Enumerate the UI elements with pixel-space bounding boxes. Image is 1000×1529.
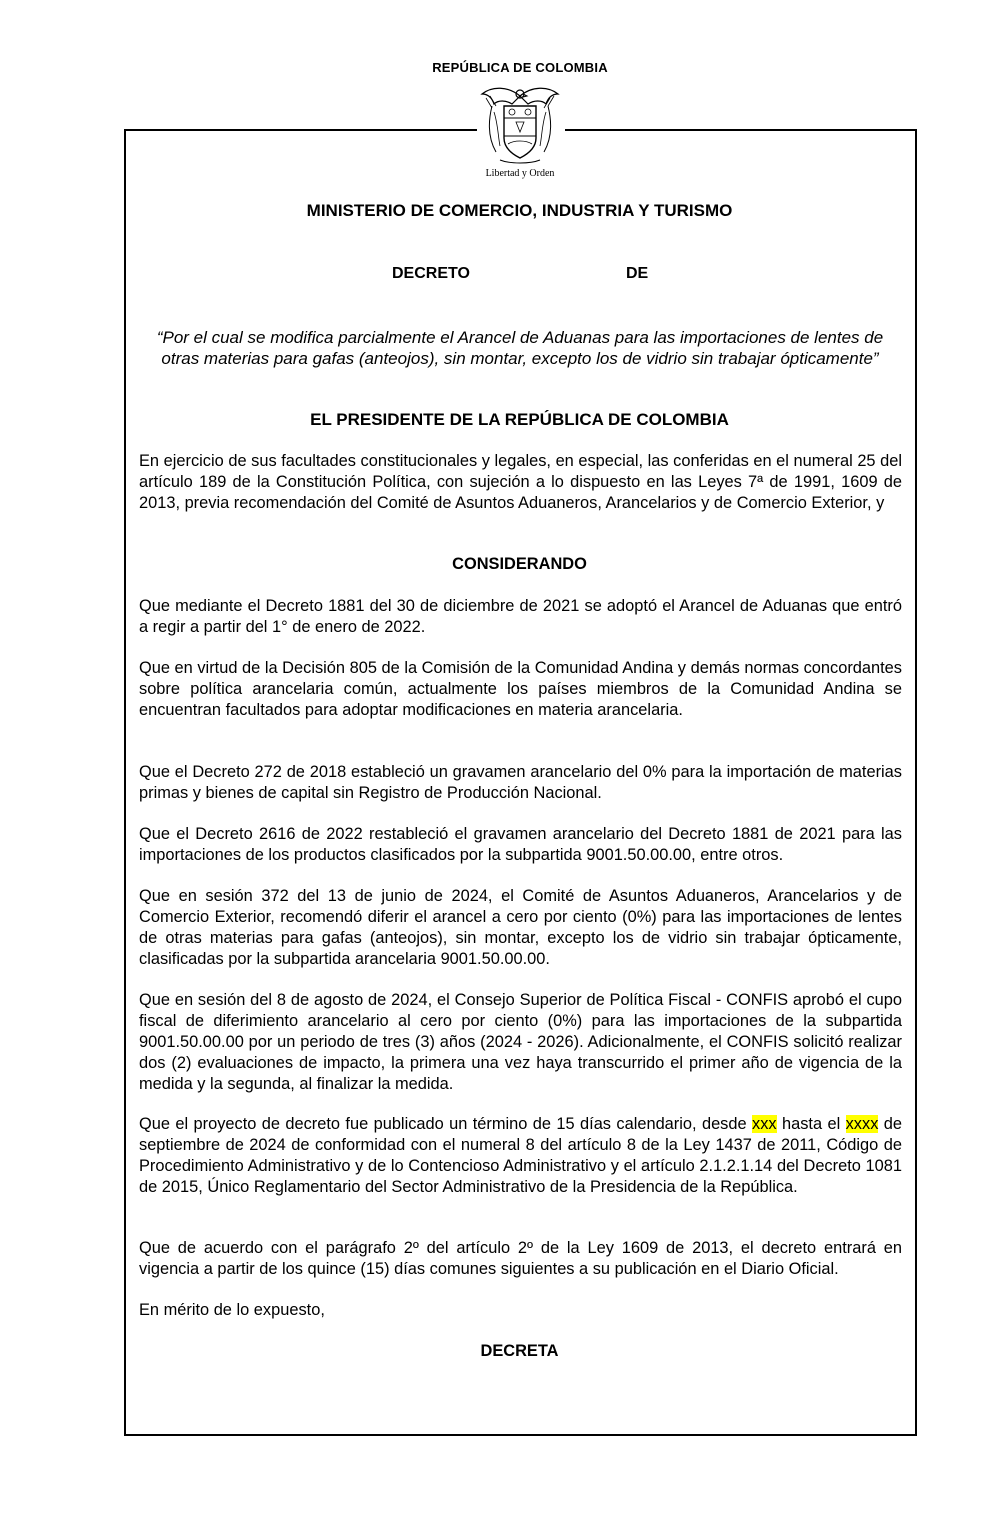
placeholder-start-date: xxx [752, 1115, 777, 1133]
considerando-3: Que el Decreto 272 de 2018 estableció un gravamen arancelario del 0% para la importación de materias primas y bienes de capital sin Registro de Producción Nacional. [139, 763, 902, 802]
decreta-heading: DECRETA [480, 1342, 559, 1360]
motto: Libertad y Orden [485, 168, 555, 179]
decree-label: DECRETO [392, 265, 470, 282]
considerando-7-text-b: hasta el [776, 1115, 846, 1133]
decree-of-label: DE [626, 265, 649, 282]
considerando-7-text-a: Que el proyecto de decreto fue publicado un término de 15 días calendario, desde [139, 1115, 752, 1133]
ministry-title: MINISTERIO DE COMERCIO, INDUSTRIA Y TURISMO [306, 201, 733, 220]
considerando-1: Que mediante el Decreto 1881 del 30 de diciembre de 2021 se adoptó el Arancel de Aduanas que entró a regir a partir del 1° de enero de 2022. [139, 597, 902, 636]
considerando-4: Que el Decreto 2616 de 2022 restableció el gravamen arancelario del Decreto 1881 de 2021 para las importaciones de los productos clasificados por la subpartida 9001.50.00.00, entre otros. [139, 825, 902, 864]
country-header: REPÚBLICA DE COLOMBIA [432, 60, 608, 75]
frame-top-right [565, 129, 915, 131]
considerando-heading: CONSIDERANDO [452, 555, 587, 573]
considerando-8: Que de acuerdo con el parágrafo 2º del artículo 2º de la Ley 1609 de 2013, el decreto entrará en vigencia a partir de los quince (15) días comunes siguientes a su publicación en el Diario Oficial. [139, 1239, 902, 1278]
considerando-7-text-c: de septiembre de 2024 de conformidad con el numeral 8 del artículo 8 de la Ley 1437 de 2011, Código de Procedimiento Administrativo y de lo Contencioso Administrativo y el artículo 2.1.2.1.14 del Decreto 1081 de 2015, Único Reglamentario del Sector Administrativo de la Presidencia de la República. [139, 1115, 903, 1196]
decree-subject: “Por el cual se modifica parcialmente el Arancel de Aduanas para las importaciones de lentes de otras materias para gafas (anteojos), sin montar, excepto los de vidrio sin trabajar ópticamente” [156, 328, 884, 368]
considerando-7 [139, 1114, 902, 1198]
considerando-5: Que en sesión 372 del 13 de junio de 2024, el Comité de Asuntos Aduaneros, Arancelarios y de Comercio Exterior, recomendó diferir el arancel a cero por ciento (0%) para las importaciones de lentes de otras materias para gafas (anteojos), sin montar, excepto los de vidrio sin trabajar ópticamente, clasificadas por la subpartida arancelaria 9001.50.00.00. [139, 887, 902, 968]
president-heading: EL PRESIDENTE DE LA REPÚBLICA DE COLOMBIA [310, 410, 729, 429]
preamble-paragraph: En ejercicio de sus facultades constitucionales y legales, en especial, las conferidas en el numeral 25 del artículo 189 de la Constitución Política, con sujeción a lo dispuesto en las Leyes 7ª de 1991, 1609 de 2013, previa recomendación del Comité de Asuntos Aduaneros, Arancelarios y de Comercio Exterior, y [139, 452, 902, 512]
frame-top-left [124, 129, 477, 131]
considerando-2: Que en virtud de la Decisión 805 de la Comisión de la Comunidad Andina y demás normas concordantes sobre política arancelaria común, actualmente los países miembros de la Comunidad Andina se encuentran facultados para adoptar modificaciones en materia arancelaria. [139, 659, 902, 719]
merit-line: En mérito de lo expuesto, [139, 1301, 325, 1319]
placeholder-end-date: xxxx [845, 1115, 879, 1133]
considerando-6: Que en sesión del 8 de agosto de 2024, el Consejo Superior de Política Fiscal - CONFIS aprobó el cupo fiscal de diferimiento arancelario al cero por ciento (0%) para las importaciones de la subpartida 9001.50.00.00 por un periodo de tres (3) años (2024 - 2026). Adicionalmente, el CONFIS solicitó realizar dos (2) evaluaciones de impacto, la primera una vez haya transcurrido el primer año de vigencia de la medida y la segunda, al finalizar la medida. [139, 991, 902, 1093]
